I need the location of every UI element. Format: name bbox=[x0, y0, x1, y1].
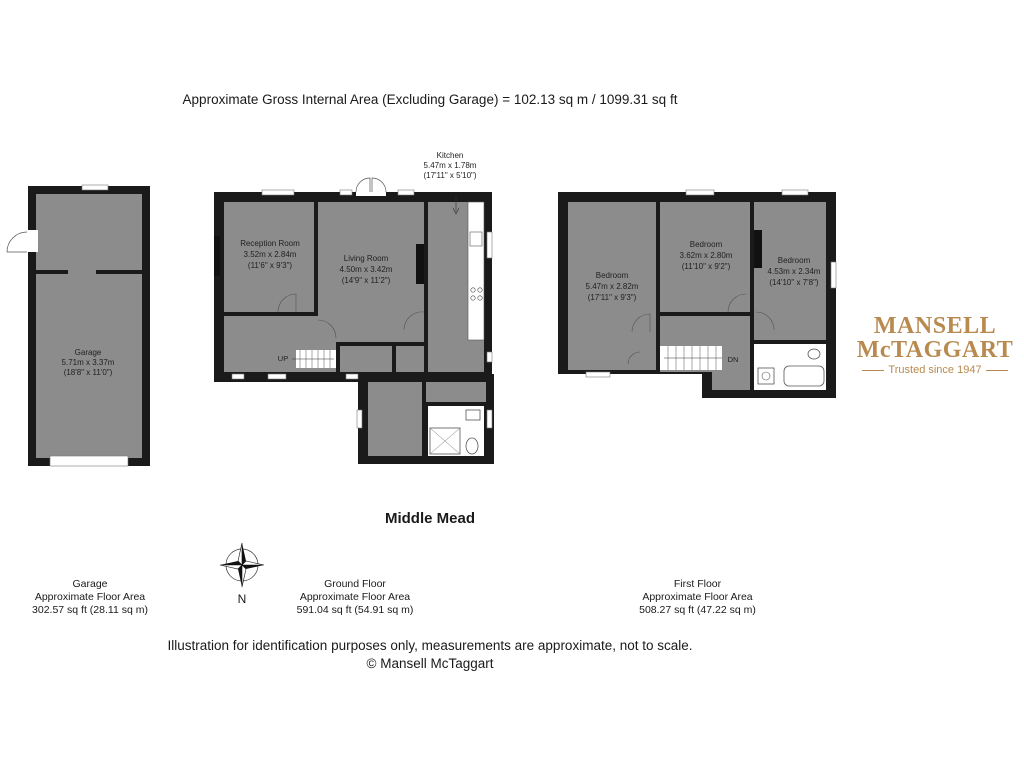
brand-logo bbox=[855, 314, 1015, 376]
bedroom2-metric: 3.62m x 2.80m bbox=[679, 251, 733, 260]
divider bbox=[862, 370, 884, 371]
stairs-down-label: DN bbox=[727, 355, 739, 364]
reception-metric: 3.52m x 2.84m bbox=[243, 250, 297, 259]
reception-imperial: (11'6" x 9'3") bbox=[247, 261, 293, 270]
first-area-value: 508.27 sq ft (47.22 sq m) bbox=[639, 604, 756, 616]
logo-line1: MANSELL bbox=[873, 313, 997, 339]
bedroom2-label: Bedroom bbox=[689, 240, 723, 249]
ground-floor-plan bbox=[214, 151, 494, 464]
reception-label: Reception Room bbox=[240, 239, 300, 248]
ground-stairs bbox=[292, 350, 336, 368]
bedroom1-label: Bedroom bbox=[595, 271, 629, 280]
kitchen-imperial: (17'11" x 5'10") bbox=[423, 171, 477, 180]
bedroom1-imperial: (17'11" x 9'3") bbox=[587, 293, 637, 302]
garage-area-value: 302.57 sq ft (28.11 sq m) bbox=[32, 604, 148, 616]
garage-label: Garage bbox=[74, 348, 102, 357]
disclaimer-line2: © Mansell McTaggart bbox=[366, 656, 494, 671]
garage-area-title: Garage bbox=[72, 578, 108, 590]
ground-area-title: Ground Floor bbox=[324, 578, 386, 590]
garage-plan bbox=[7, 185, 150, 466]
garage-imperial: (18'8" x 11'0") bbox=[63, 368, 113, 377]
first-floor-plan bbox=[558, 190, 836, 398]
ground-floor-area bbox=[270, 578, 440, 617]
living-label: Living Room bbox=[343, 254, 389, 263]
first-stairs bbox=[660, 346, 722, 370]
north-label: N bbox=[237, 592, 247, 606]
first-area-subtitle: Approximate Floor Area bbox=[642, 591, 753, 603]
ground-area-value: 591.04 sq ft (54.91 sq m) bbox=[296, 604, 414, 616]
kitchen-metric: 5.47m x 1.78m bbox=[423, 161, 477, 170]
living-metric: 4.50m x 3.42m bbox=[339, 265, 393, 274]
first-area-title: First Floor bbox=[673, 578, 722, 590]
logo-tagline-row bbox=[855, 364, 1015, 376]
bedroom2-imperial: (11'10" x 9'2") bbox=[681, 262, 731, 271]
living-imperial: (14'9" x 11'2") bbox=[341, 276, 391, 285]
garage-area-subtitle: Approximate Floor Area bbox=[34, 591, 146, 603]
first-floor-area bbox=[610, 578, 785, 617]
bedroom1-metric: 5.47m x 2.82m bbox=[585, 282, 639, 291]
utility-room bbox=[368, 382, 422, 456]
garage-area bbox=[10, 578, 170, 617]
logo-line2: McTAGGART bbox=[856, 337, 1014, 363]
bedroom3-label: Bedroom bbox=[777, 256, 811, 265]
garage-metric: 5.71m x 3.37m bbox=[61, 358, 115, 367]
ground-area-subtitle: Approximate Floor Area bbox=[299, 591, 411, 603]
kitchen-label: Kitchen bbox=[436, 151, 464, 160]
logo-tagline: Trusted since 1947 bbox=[888, 364, 982, 376]
bedroom3-metric: 4.53m x 2.34m bbox=[767, 267, 821, 276]
bedroom3-imperial: (14'10" x 7'8") bbox=[769, 278, 819, 287]
stairs-up-label: UP bbox=[277, 354, 289, 363]
property-name: Middle Mead bbox=[384, 510, 475, 527]
divider bbox=[986, 370, 1008, 371]
disclaimer bbox=[120, 637, 740, 673]
disclaimer-line1: Illustration for identification purposes only, measurements are approximate, not to scale. bbox=[167, 638, 693, 653]
compass-icon bbox=[220, 543, 264, 587]
gross-internal-area: Approximate Gross Internal Area (Excluding Garage) = 102.13 sq m / 1099.31 sq ft bbox=[182, 92, 678, 107]
